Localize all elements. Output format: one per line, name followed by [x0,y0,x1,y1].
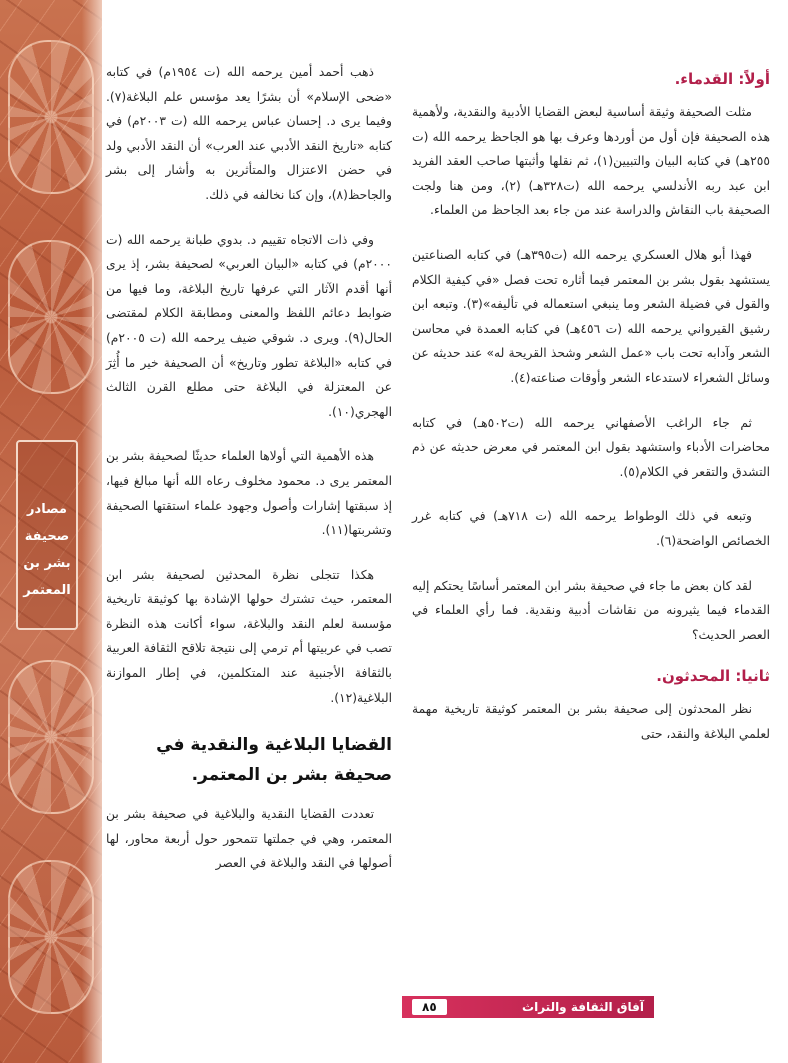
section-label-line: بشر بن [23,556,71,571]
paragraph: ثم جاء الراغب الأصفهاني يرحمه الله (ت٥٠٢هـ) في كتابه محاضرات الأدباء واستشهد بقول ابن المعتمر في معرض حديثه عن ذم التشدق والتقعر في الكلام(٥). [412,415,770,479]
paragraph: تعددت القضايا النقدية والبلاغية في صحيفة بشر بن المعتمر، وهي في جملتها تتمحور حول أربعة محاور، لها أصولها في النقد والبلاغة في العصر [106,807,392,871]
section-label-line: مصادر [27,502,67,517]
paragraph: هذه الأهمية التي أولاها العلماء حديثًا لصحيفة بشر بن المعتمر يرى د. محمود مخلوف رعاه الله أنها مبالغ فيها، إذ سبقتها إشارات وأصول وجهود علماء استقتها الصحيفة وتشربتها(١١). [106,449,392,538]
arabesque-ornament [8,860,94,1014]
arabesque-ornament [8,40,94,194]
right-text-column [412,60,770,766]
section-heading-issues: القضايا البلاغية والنقدية في صحيفة بشر بن المعتمر. [156,735,392,786]
paragraph: نظر المحدثون إلى صحيفة بشر بن المعتمر كوثيقة تاريخية مهمة لعلمي البلاغة والنقد، حتى [412,702,770,741]
left-text-column [106,60,392,896]
arabesque-ornament [8,660,94,814]
paragraph: مثلت الصحيفة وثيقة أساسية لبعض القضايا الأدبية والنقدية، ولأهمية هذه الصحيفة فإن أول من أوردها وعرف بها هو الجاحظ يرحمه الله (ت ٢٥٥هـ) في كتابه البيان والتبيين(١)، ثم نقلها وأثبتها صاحب العقد الفريد ابن عبد ربه الأندلسي يرحمه الله (ت٣٢٨هـ) (٢)، ومن هنا ولجت الصحيفة باب النقاش والدراسة عند من جاء بعد الجاحظ من العلماء. [412,105,771,218]
section-heading-ancients: أولاً: القدماء. [674,70,770,88]
paragraph: وتبعه في ذلك الوطواط يرحمه الله (ت ٧١٨هـ) في كتابه غرر الخصائص الواضحة(٦). [412,509,770,548]
magazine-title: آفاق الثقافة والتراث [522,1000,644,1014]
paragraph: لقد كان بعض ما جاء في صحيفة بشر ابن المعتمر أساسًا يحتكم إليه القدماء فيما يثيرونه من نقاشات أدبية ونقدية. فما رأي العلماء في العصر الحديث؟ [412,578,770,642]
section-label-line: المعتمر [23,583,71,598]
paragraph: فهذا أبو هلال العسكري يرحمه الله (ت٣٩٥هـ) في كتابه الصناعتين يستشهد بقول بشر بن المعتمر فيما أثاره تحت فصل «في كيفية الكلام والقول في فضيلة الشعر وما ينبغي استعماله في تأليفه»(٣). وتبعه ابن رشيق القيرواني يرحمه الله (ت ٤٥٦هـ) في كتابه العمدة في محاسن الشعر وآدابه تحت باب «عمل الشعر وشحذ القريحة له» عند حديثه عن وسائل الشعراء لاستدعاء الشعر وأوقات صناعته(٤). [412,247,770,385]
page-number: ٨٥ [412,999,447,1015]
section-label-line: صحيفة [24,529,70,544]
paragraph: وفي ذات الاتجاه تقييم د. بدوي طبانة يرحمه الله (ت ٢٠٠٠م) في كتابه «البيان العربي» لصحيفة بشر، إذ يرى أنها أقدم الآثار التي عرفها تاريخ البلاغة، وما فيها من ضوابط دعائم اللفظ والمعنى ومطابقة الكلام لمقتضى الحال(٩). ويرى د. شوقي ضيف يرحمه الله (ت ٢٠٠٥م) في كتابه «البلاغة تطور وتاريخ» أن الصحيفة خير ما أُثِرَ عن المعتزلة في البلاغة حتى مطلع القرن الثالث الهجري(١٠). [106,232,392,419]
decorative-marble-strip [0,0,102,1063]
arabesque-ornament [8,240,94,394]
paragraph: ذهب أحمد أمين يرحمه الله (ت ١٩٥٤م) في كتابه «ضحى الإسلام» أن بشرًا يعد مؤسس علم البلاغة(٧). وفيما يرى د. إحسان عباس يرحمه الله (ت ٢٠٠٣م) في كتابه «تاريخ النقد الأدبي عند العرب» أن النقد الأدبي ولد في حضن الاعتزال والمتأثرين به وأشار إلى بشر والجاحظ(٨)، وإن كنا نخالفه في ذلك. [106,65,392,202]
section-label-box [16,440,78,630]
paragraph: هكذا تتجلى نظرة المحدثين لصحيفة بشر ابن المعتمر، حيث تشترك حولها الإشادة بها كوثيقة تاريخية مؤسسة لعلم النقد والبلاغة، سواء أكانت هذه النظرة تصب في عربيتها أم ترمي إلى نتيجة تلاقح الثقافة العربية بالثقافة الأجنبية عند المتكلمين، في إطار الموازنة البلاغية(١٢). [106,567,392,705]
page-footer [402,996,654,1018]
section-heading-moderns: ثانيا: المحدثون. [656,667,770,686]
